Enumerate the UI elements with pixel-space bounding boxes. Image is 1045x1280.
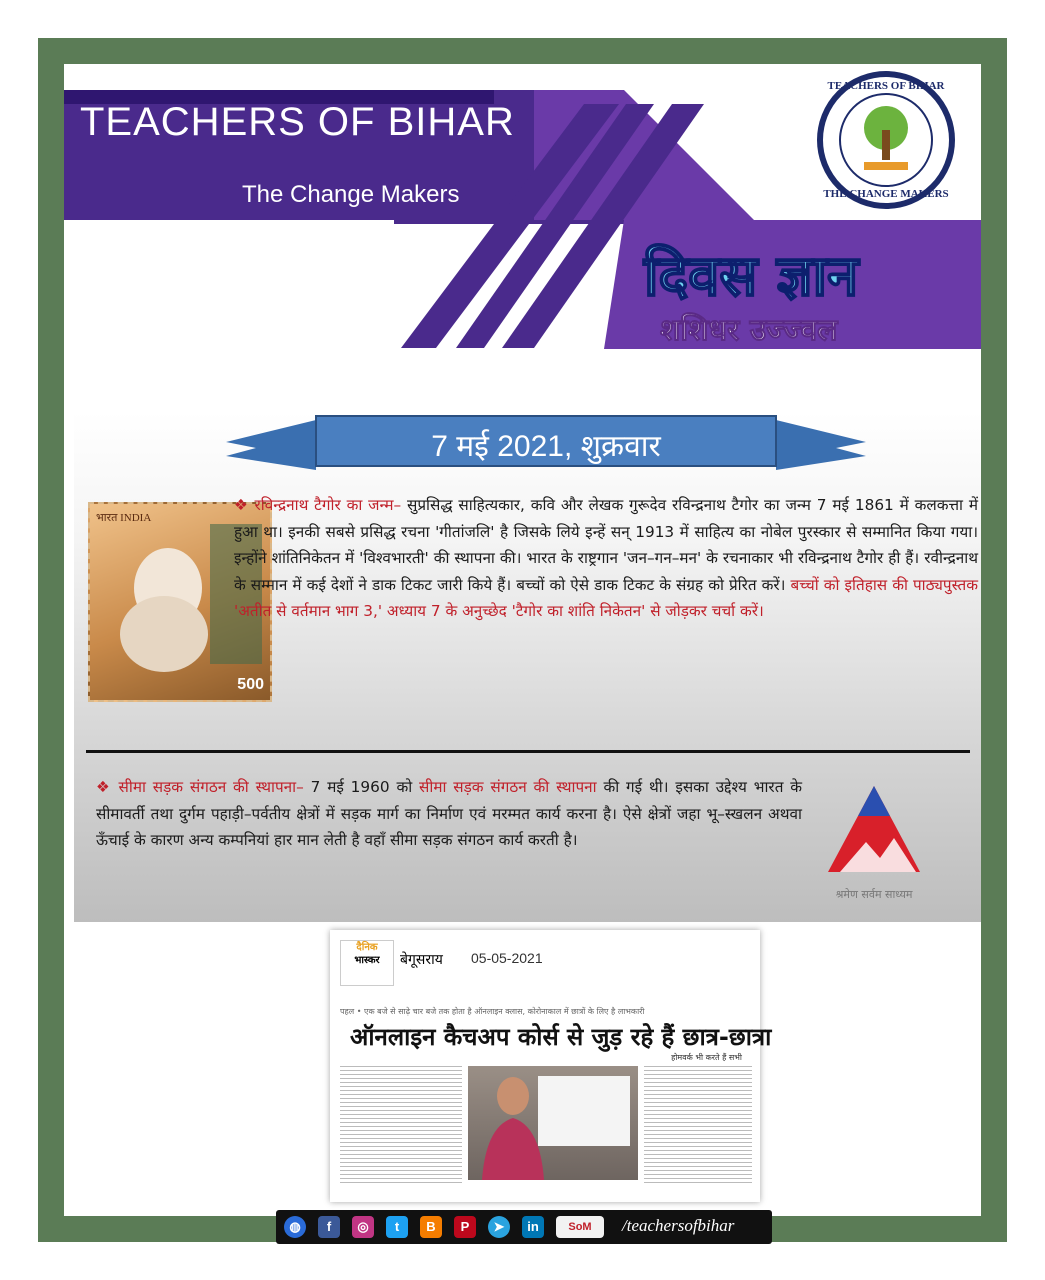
tagore-body: सुप्रसिद्ध साहित्यकार, कवि और लेखक गुरूदेव रविन्द्रनाथ टैगोर का जन्म 7 मई 1861 में कलकत्ता में हुआ था। इनकी सबसे प्रसिद्ध रचना 'गीतांजलि' है जिसके लिये इन्हें सन् 1913 में साहित्य का नोबेल पुरस्कार से सम्मानित किया गया। इन्होंने शांतिनिकेतन में 'विश्वभारती' की स्थापना की। भारत के राष्ट्रगान 'जन–गन–मन' के रचनाकार भी रविन्द्रनाथ टैगोर ही हैं। रवीन्द्रनाथ के सम्मान में कई देशों ने डाक टिकट जारी किये हैं। बच्चों को ऐसे डाक टिकट के संग्रह को प्रेरित करें।: [234, 496, 978, 594]
author-name: शशिधर उज्ज्वल: [660, 313, 838, 348]
bro-body-end: की गई थी। इसका उद्देश्य भारत के सीमावर्ती तथा दुर्गम पहाड़ी–पर्वतीय क्षेत्रों में सड़क मार्ग का निर्माण एवं मरम्मत कार्य करना है। ऐसे क्षेत्रों जहा भू–स्खलन अथवा ऊँचाई के कारण अन्य कम्पनियां हार मान लेती है वहाँ सीमा सड़क संगठन कार्य करती है।: [96, 778, 802, 849]
logo-bottom-text: THE CHANGE MAKERS: [823, 188, 949, 200]
newspaper-kicker: पहल • एक बजे से साढ़े चार बजे तक होता है ऑनलाइन क्लास, कोरोनाकाल में छात्रों के लिए है लाभकारी: [340, 1007, 645, 1016]
date-ribbon: [226, 412, 866, 478]
social-handle[interactable]: /teachersofbihar: [622, 1216, 735, 1235]
bro-motto: श्रमेण सर्वम साध्यम: [835, 888, 913, 901]
bro-body-start: 7 मई 1960 को: [310, 778, 413, 796]
twitter-icon[interactable]: t: [386, 1216, 408, 1238]
logo-top-text: TEACHERS OF BIHAR: [827, 80, 945, 92]
newspaper-subhead: होमवर्क भी करते हैं सभी: [671, 1053, 742, 1062]
tagore-heading: रविन्द्रनाथ टैगोर का जन्म–: [254, 496, 402, 514]
newspaper-clipping: [330, 930, 772, 1202]
content-panel: [74, 412, 981, 922]
date-label: 7 मई 2021, शुक्रवार: [431, 430, 661, 463]
stamp-country: भारत INDIA: [96, 512, 152, 524]
bro-paragraph: [96, 774, 802, 854]
globe-icon[interactable]: ◍: [284, 1216, 306, 1238]
tagore-activity: बच्चों को इतिहास की पाठ्यपुस्तक 'अतीत से वर्तमान भाग 3,' अध्याय 7 के अनुच्छेद 'टैगोर का शांति निकेतन' से जोड़कर चर्चा करें।: [234, 575, 978, 620]
stamp-value: 500: [237, 676, 264, 693]
instagram-icon[interactable]: ◎: [352, 1216, 374, 1238]
logo-line2: भास्कर: [354, 955, 380, 966]
newspaper-text-column: [644, 1066, 752, 1184]
brand-title: TEACHERS OF BIHAR: [80, 100, 515, 144]
pinterest-icon[interactable]: P: [454, 1216, 476, 1238]
telegram-icon[interactable]: ➤: [488, 1216, 510, 1238]
bro-heading: सीमा सड़क संगठन की स्थापना–: [118, 778, 304, 796]
teachers-of-bihar-logo: [816, 70, 956, 210]
section-divider: [86, 750, 970, 753]
tagore-paragraph: [234, 492, 978, 625]
blogger-icon[interactable]: B: [420, 1216, 442, 1238]
som-icon[interactable]: SoM: [556, 1216, 604, 1238]
facebook-icon[interactable]: f: [318, 1216, 340, 1238]
dainik-bhaskar-logo: [340, 940, 394, 986]
poster: [64, 64, 981, 1235]
bullet-icon: ❖: [234, 496, 255, 514]
newspaper-city: बेगूसराय: [400, 952, 443, 968]
newspaper-text-column: [340, 1066, 462, 1184]
bullet-icon: ❖: [96, 778, 119, 796]
newspaper-photo: [468, 1066, 638, 1180]
social-footer: [276, 1210, 772, 1244]
newspaper-date: 05-05-2021: [471, 950, 543, 966]
bro-logo: [820, 782, 928, 902]
linkedin-icon[interactable]: in: [522, 1216, 544, 1238]
page-title: दिवस ज्ञान: [644, 244, 859, 309]
bro-body-highlight: सीमा सड़क संगठन की स्थापना: [419, 778, 597, 796]
newspaper-headline: ऑनलाइन कैचअप कोर्स से जुड़ रहे हैं छात्र-छात्रा: [350, 1023, 772, 1051]
brand-tagline: The Change Makers: [242, 181, 460, 208]
logo-line1: दैनिक: [356, 942, 378, 953]
